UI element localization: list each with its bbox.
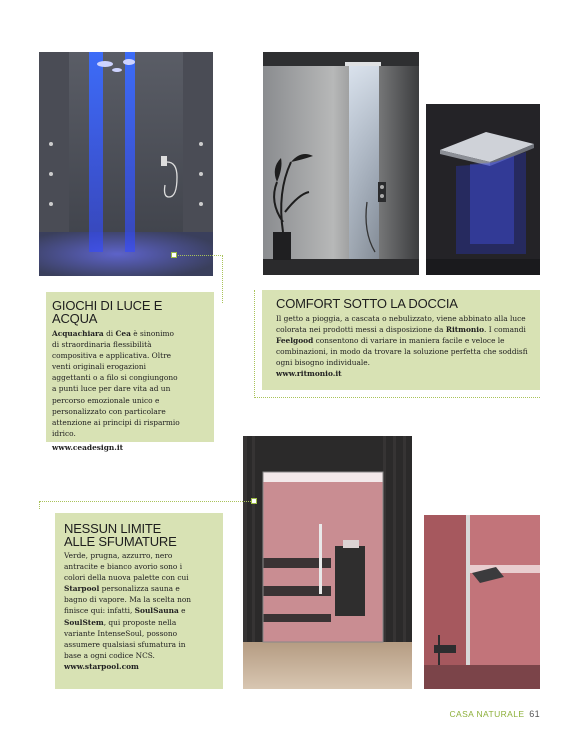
body-text: personalizza sauna e bagno di vapore. Ma la scelta non finisce qui: infatti,	[64, 584, 192, 616]
photo-steam-room	[424, 515, 540, 689]
article-body	[64, 550, 204, 661]
body-text: Il getto a pioggia, a cascata o nebulizzato, viene abbinato alla luce colorata nei prodotti messi a disposizione da	[276, 314, 526, 335]
article-title: COMFORT SOTTO LA DOCCIA	[276, 296, 458, 311]
connector-line	[254, 397, 540, 398]
photo-sauna	[243, 436, 412, 689]
article-url-link[interactable]: www.starpool.com	[64, 661, 139, 671]
connector-line	[175, 255, 223, 256]
brand-name: Feelgood	[276, 336, 314, 346]
article-title-line-1: NESSUN LIMITE	[64, 521, 162, 536]
body-text: consentono di variare in maniera facile e veloce le combinazioni, in modo da trovare la soluzione perfetta che soddisfi ogni bisogno individuale.	[276, 336, 528, 368]
article-url-link[interactable]: www.ceadesign.it	[52, 442, 124, 452]
brand-name: SoulSauna	[134, 606, 179, 616]
page-number: 61	[529, 709, 540, 719]
brand-name: Ritmonio	[445, 325, 485, 335]
brand-name: Acquachiara	[52, 329, 104, 338]
body-text: di	[103, 329, 116, 338]
article-box-starpool	[55, 513, 223, 689]
brand-name: SoulStem	[64, 617, 104, 627]
article-title: GIOCHI DI LUCE E ACQUA	[52, 298, 163, 326]
connector-line	[222, 255, 223, 303]
body-text: è sinonimo di straordinaria flessibilità compositiva e applicativa. Oltre venti originali erogazioni aggettanti o a filo si congiungono a punti luce per dare vita ad un percorso emozionale unico e personalizzato con particolare attenzione ai principi di risparmio idrico.	[52, 329, 180, 438]
body-text: , qui proposte nella variante IntenseSoul, possono assumere qualsiasi sfumatura in base a ogni codice NCS.	[64, 617, 186, 660]
brand-name: Starpool	[64, 584, 100, 594]
body-text: e	[178, 606, 186, 616]
body-text: Verde, prugna, azzurro, nero antracite e bianco avorio sono i colori della nuova palette con cui	[64, 551, 189, 583]
connector-line	[39, 501, 251, 502]
body-text: . I comandi	[484, 325, 526, 335]
photo-led-showerhead	[426, 104, 540, 275]
connector-marker	[251, 498, 257, 504]
page-footer	[449, 709, 540, 719]
brand-name: Cea	[115, 329, 131, 338]
article-url-link[interactable]: www.ritmonio.it	[276, 369, 342, 379]
photo-led-shower	[39, 52, 213, 276]
connector-marker	[171, 252, 177, 258]
magazine-name: CASA NATURALE	[449, 709, 525, 719]
connector-line	[39, 501, 40, 509]
connector-line	[254, 290, 255, 398]
article-box-ritmonio	[262, 290, 540, 390]
article-body	[52, 328, 182, 439]
photo-rain-shower	[263, 52, 419, 275]
article-title-line-2: ALLE SFUMATURE	[64, 534, 177, 549]
article-box-cea	[46, 292, 214, 452]
article-body	[276, 313, 530, 368]
